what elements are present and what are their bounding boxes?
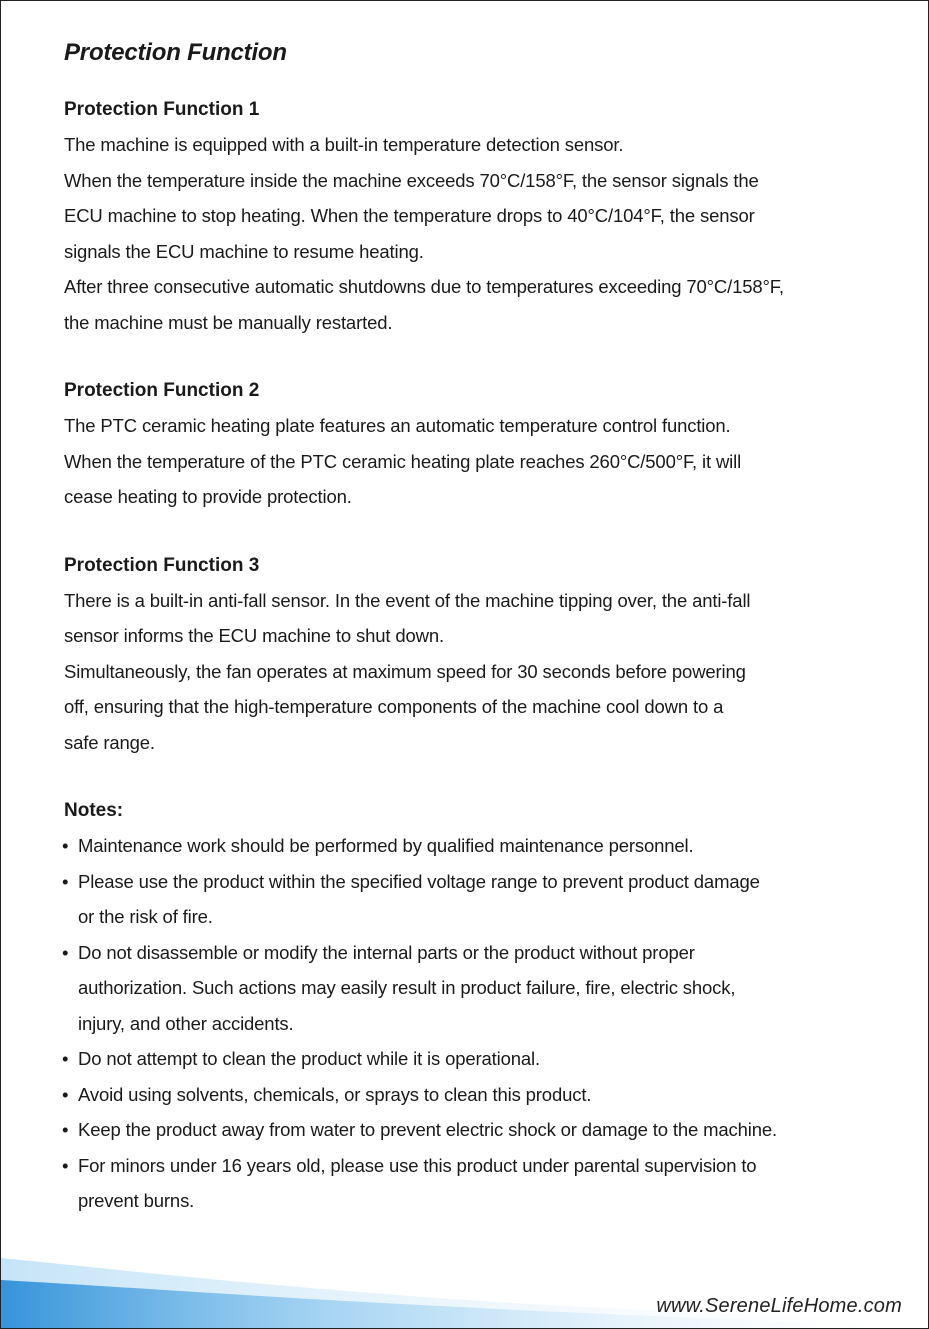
bullet-icon: • (62, 1083, 69, 1105)
paragraph-line: When the temperature inside the machine exceeds 70°C/158°F, the sensor signals the (64, 169, 759, 191)
note-line: Please use the product within the specified voltage range to prevent product damage (78, 870, 760, 892)
paragraph-line: The machine is equipped with a built-in temperature detection sensor. (64, 134, 624, 155)
note-line: For minors under 16 years old, please use this product under parental supervision to (78, 1154, 757, 1176)
section-heading: Protection Function 2 (64, 380, 260, 401)
bullet-icon: • (62, 1119, 69, 1140)
paragraph-line: off, ensuring that the high-temperature components of the machine cool down to a (64, 696, 724, 717)
notes-section (64, 796, 884, 1219)
paragraph-line: sensor informs the ECU machine to shut down. (64, 625, 445, 646)
bullet-icon: • (62, 835, 69, 856)
note-item (62, 1077, 884, 1113)
page-content (64, 37, 884, 1255)
paragraph-line: Simultaneously, the fan operates at maximum speed for 30 seconds before powering (64, 660, 746, 682)
paragraph-line: signals the ECU machine to resume heating. (64, 240, 424, 262)
bullet-icon: • (62, 1048, 69, 1069)
note-line: Maintenance work should be performed by qualified maintenance personnel. (78, 835, 694, 856)
paragraph-line: the machine must be manually restarted. (64, 311, 393, 333)
section-heading: Protection Function 3 (64, 554, 260, 576)
note-line: prevent burns. (78, 1190, 195, 1211)
paragraph-line: There is a built-in anti-fall sensor. In the event of the machine tipping over, the anti-fall (64, 589, 751, 611)
bullet-icon: • (62, 1154, 69, 1176)
paragraph-line: When the temperature of the PTC ceramic heating plate reaches 260°C/500°F, it will (64, 450, 742, 472)
note-line: or the risk of fire. (78, 906, 213, 927)
paragraph-line: cease heating to provide protection. (64, 486, 352, 507)
section-protection-2 (64, 376, 884, 515)
note-item (62, 828, 884, 864)
note-line: Do not disassemble or modify the internal parts or the product without proper (78, 941, 695, 963)
note-line: Avoid using solvents, chemicals, or sprays to clean this product. (78, 1083, 592, 1105)
section-heading: Protection Function 1 (64, 99, 260, 120)
section-protection-1 (64, 95, 884, 340)
page-title: Protection Function (64, 39, 287, 66)
note-item (62, 864, 884, 935)
note-item (62, 1112, 884, 1148)
notes-heading: Notes: (64, 800, 124, 821)
note-line: authorization. Such actions may easily result in product failure, fire, electric shock, (78, 977, 736, 998)
section-protection-3 (64, 551, 884, 761)
note-item (62, 1148, 884, 1219)
paragraph-line: safe range. (64, 731, 155, 753)
footer-website-url: www.SereneLifeHome.com (656, 1295, 902, 1317)
bullet-icon: • (62, 870, 69, 892)
note-item (62, 935, 884, 1042)
paragraph-line: After three consecutive automatic shutdowns due to temperatures exceeding 70°C/158°F, (64, 276, 784, 297)
note-item (62, 1041, 884, 1077)
paragraph-line: The PTC ceramic heating plate features an automatic temperature control function. (64, 415, 731, 436)
paragraph-line: ECU machine to stop heating. When the temperature drops to 40°C/104°F, the sensor (64, 205, 755, 226)
bullet-icon: • (62, 941, 69, 963)
note-line: Do not attempt to clean the product while it is operational. (78, 1048, 540, 1069)
note-line: Keep the product away from water to prevent electric shock or damage to the machine. (78, 1119, 777, 1140)
note-line: injury, and other accidents. (78, 1012, 294, 1034)
